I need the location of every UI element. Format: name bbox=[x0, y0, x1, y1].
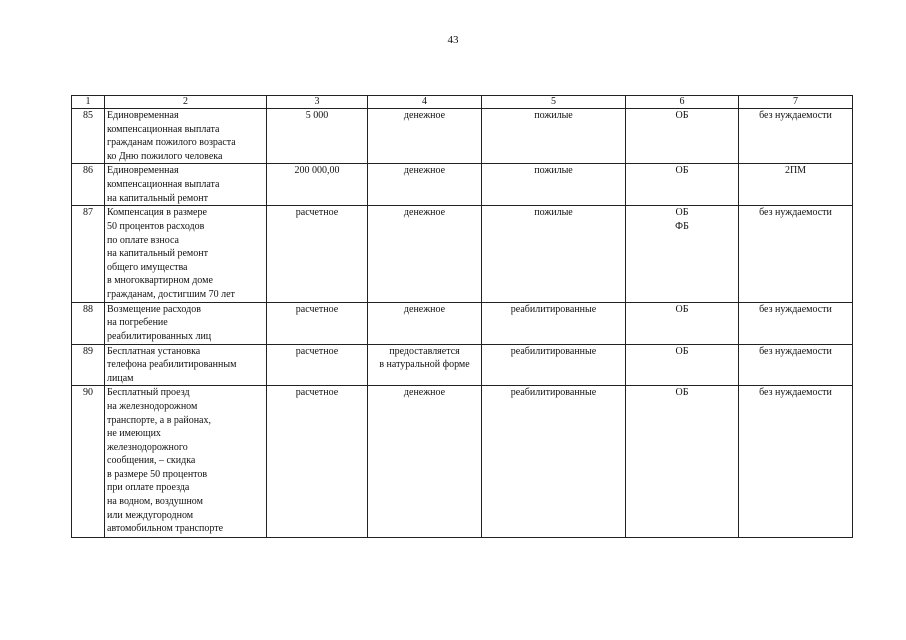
need-criterion: без нуждаемости bbox=[739, 109, 853, 164]
benefit-name: Возмещение расходов на погребение реабилитированных лиц bbox=[105, 302, 267, 344]
column-header: 4 bbox=[368, 96, 482, 109]
table-row bbox=[72, 386, 853, 538]
table-row bbox=[72, 344, 853, 386]
funding-budget: ОБ bbox=[626, 302, 739, 344]
column-header: 6 bbox=[626, 96, 739, 109]
benefit-name: Бесплатная установка телефона реабилитированным лицам bbox=[105, 344, 267, 386]
funding-budget: ОБ bbox=[626, 386, 739, 538]
table-header-row bbox=[72, 96, 853, 109]
table-row bbox=[72, 164, 853, 206]
column-header: 7 bbox=[739, 96, 853, 109]
need-criterion: без нуждаемости bbox=[739, 206, 853, 302]
benefit-name: Единовременная компенсационная выплата гражданам пожилого возраста ко Дню пожилого человека bbox=[105, 109, 267, 164]
funding-budget: ОБ bbox=[626, 164, 739, 206]
benefit-form: предоставляется в натуральной форме bbox=[368, 344, 482, 386]
recipient-category: пожилые bbox=[482, 109, 626, 164]
recipient-category: пожилые bbox=[482, 206, 626, 302]
recipient-category: реабилитированные bbox=[482, 386, 626, 538]
funding-budget: ОБ ФБ bbox=[626, 206, 739, 302]
column-header: 3 bbox=[267, 96, 368, 109]
need-criterion: без нуждаемости bbox=[739, 386, 853, 538]
need-criterion: 2ПМ bbox=[739, 164, 853, 206]
recipient-category: пожилые bbox=[482, 164, 626, 206]
column-header: 2 bbox=[105, 96, 267, 109]
funding-budget: ОБ bbox=[626, 109, 739, 164]
benefit-amount: расчетное bbox=[267, 302, 368, 344]
page-number: 43 bbox=[447, 34, 459, 46]
benefit-amount: 200 000,00 bbox=[267, 164, 368, 206]
benefit-form: денежное bbox=[368, 386, 482, 538]
benefit-amount: 5 000 bbox=[267, 109, 368, 164]
benefit-amount: расчетное bbox=[267, 386, 368, 538]
recipient-category: реабилитированные bbox=[482, 344, 626, 386]
need-criterion: без нуждаемости bbox=[739, 302, 853, 344]
benefit-name: Компенсация в размере 50 процентов расходов по оплате взноса на капитальный ремонт общего имущества в многоквартирном доме гражданам, достигшим 70 лет bbox=[105, 206, 267, 302]
benefit-form: денежное bbox=[368, 164, 482, 206]
table-row bbox=[72, 206, 853, 302]
table-row bbox=[72, 109, 853, 164]
benefit-form: денежное bbox=[368, 206, 482, 302]
row-number: 90 bbox=[72, 386, 105, 538]
benefits-table bbox=[71, 95, 853, 538]
row-number: 85 bbox=[72, 109, 105, 164]
need-criterion: без нуждаемости bbox=[739, 344, 853, 386]
benefit-name: Бесплатный проезд на железнодорожном транспорте, а в районах, не имеющих железнодорожного сообщения, – скидка в размере 50 процентов при оплате проезда на водном, воздушном или междугородном автомобильном транспорте bbox=[105, 386, 267, 538]
row-number: 87 bbox=[72, 206, 105, 302]
recipient-category: реабилитированные bbox=[482, 302, 626, 344]
row-number: 86 bbox=[72, 164, 105, 206]
benefit-amount: расчетное bbox=[267, 206, 368, 302]
column-header: 1 bbox=[72, 96, 105, 109]
column-header: 5 bbox=[482, 96, 626, 109]
row-number: 89 bbox=[72, 344, 105, 386]
table-row bbox=[72, 302, 853, 344]
benefit-name: Единовременная компенсационная выплата на капитальный ремонт bbox=[105, 164, 267, 206]
benefit-amount: расчетное bbox=[267, 344, 368, 386]
benefit-form: денежное bbox=[368, 302, 482, 344]
funding-budget: ОБ bbox=[626, 344, 739, 386]
row-number: 88 bbox=[72, 302, 105, 344]
benefit-form: денежное bbox=[368, 109, 482, 164]
